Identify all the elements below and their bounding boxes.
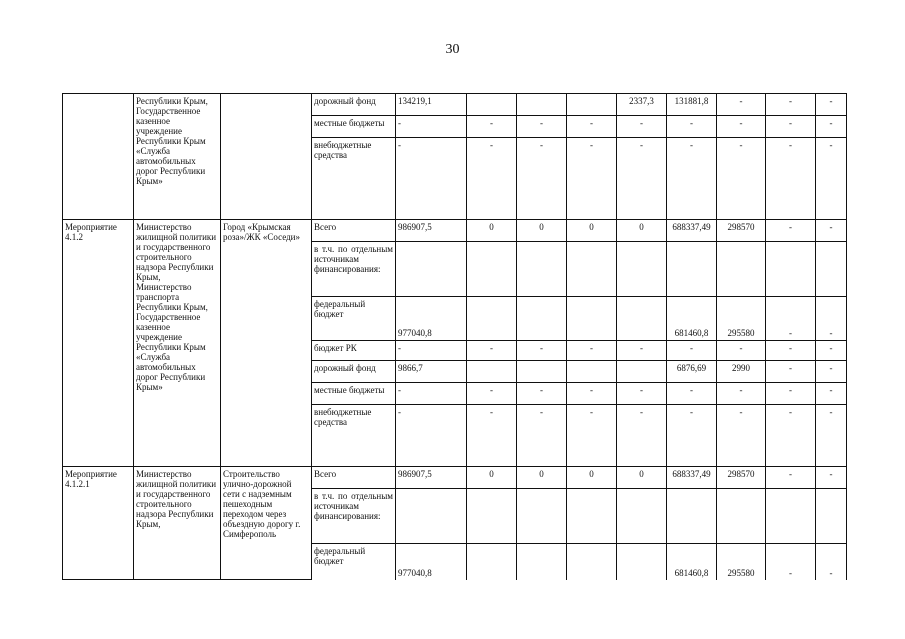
year-value-cell [467, 242, 517, 297]
total-value-cell: 977040,8 [396, 297, 467, 341]
funding-source-cell: в т.ч. по отдельным источникам финансирования: [312, 242, 396, 297]
funding-source-cell: дорожный фонд [312, 361, 396, 383]
year-value-cell: - [816, 94, 847, 116]
year-value-cell: - [467, 116, 517, 138]
year-value-cell: - [717, 341, 766, 361]
total-value-cell: 986907,5 [396, 220, 467, 242]
year-value-cell: - [667, 116, 717, 138]
year-value-cell: - [567, 405, 617, 467]
funding-source-cell: внебюджетные средства [312, 138, 396, 220]
year-value-cell: - [816, 341, 847, 361]
year-value-cell: - [766, 138, 816, 220]
year-value-cell: 6876,69 [667, 361, 717, 383]
year-value-cell: - [567, 341, 617, 361]
total-value-cell [396, 242, 467, 297]
total-value-cell: - [396, 405, 467, 467]
total-value-cell [396, 489, 467, 544]
funding-source-cell: дорожный фонд [312, 94, 396, 116]
funding-source-cell: в т.ч. по отдельным источникам финансирования: [312, 489, 396, 544]
year-value-cell: - [517, 383, 567, 405]
year-value-cell: - [717, 383, 766, 405]
year-value-cell [467, 297, 517, 341]
year-value-cell: - [467, 383, 517, 405]
year-value-cell [567, 94, 617, 116]
year-value-cell: - [766, 383, 816, 405]
year-value-cell: 0 [467, 220, 517, 242]
executor-cell: Министерство жилищной политики и государственного строительного надзора Республики Крым, [134, 467, 221, 580]
year-value-cell [816, 489, 847, 544]
total-value-cell: 986907,5 [396, 467, 467, 489]
object-cell [221, 94, 312, 220]
year-value-cell: - [467, 138, 517, 220]
total-value-cell: 9866,7 [396, 361, 467, 383]
total-value-cell: - [396, 116, 467, 138]
year-value-cell: - [617, 138, 667, 220]
total-value-cell: - [396, 341, 467, 361]
year-value-cell [567, 361, 617, 383]
year-value-cell: - [816, 383, 847, 405]
year-value-cell [517, 544, 567, 580]
year-value-cell [667, 489, 717, 544]
year-value-cell: 0 [617, 220, 667, 242]
year-value-cell: - [467, 341, 517, 361]
year-value-cell [766, 242, 816, 297]
financing-table [62, 93, 847, 580]
year-value-cell: - [717, 116, 766, 138]
year-value-cell: 0 [517, 467, 567, 489]
year-value-cell [617, 489, 667, 544]
year-value-cell: 688337,49 [667, 467, 717, 489]
year-value-cell [617, 361, 667, 383]
year-value-cell: - [567, 138, 617, 220]
year-value-cell [717, 489, 766, 544]
year-value-cell: 0 [617, 467, 667, 489]
year-value-cell: 2337,3 [617, 94, 667, 116]
year-value-cell [567, 297, 617, 341]
activity-name-cell: Мероприятие 4.1.2.1 [63, 467, 134, 580]
executor-cell: Республики Крым, Государственное казенное учреждение Республики Крым «Служба автомобильных дорог Республики Крым» [134, 94, 221, 220]
year-value-cell [667, 242, 717, 297]
year-value-cell: 0 [467, 467, 517, 489]
year-value-cell: - [517, 138, 567, 220]
year-value-cell: - [617, 116, 667, 138]
total-value-cell: 977040,8 [396, 544, 467, 580]
year-value-cell: - [816, 405, 847, 467]
year-value-cell [467, 544, 517, 580]
year-value-cell [517, 361, 567, 383]
funding-source-cell: внебюджетные средства [312, 405, 396, 467]
year-value-cell: 681460,8 [667, 544, 717, 580]
year-value-cell: - [567, 383, 617, 405]
object-cell: Строительство улично-дорожной сети с надземным пешеходным переходом через объездную дорогу г. Симферополь [221, 467, 312, 580]
funding-source-cell: местные бюджеты [312, 383, 396, 405]
year-value-cell [816, 242, 847, 297]
year-value-cell [517, 242, 567, 297]
table-row [63, 94, 847, 116]
year-value-cell: - [667, 341, 717, 361]
year-value-cell: 295580 [717, 297, 766, 341]
funding-source-cell: федеральный бюджет [312, 297, 396, 341]
year-value-cell [717, 242, 766, 297]
funding-source-cell: местные бюджеты [312, 116, 396, 138]
year-value-cell: - [517, 405, 567, 467]
year-value-cell: - [816, 220, 847, 242]
table-row [63, 220, 847, 242]
year-value-cell [517, 94, 567, 116]
table-body [63, 94, 847, 580]
year-value-cell [467, 489, 517, 544]
total-value-cell: - [396, 383, 467, 405]
page-number: 30 [445, 42, 460, 57]
total-value-cell: - [396, 138, 467, 220]
year-value-cell: - [816, 116, 847, 138]
year-value-cell: - [617, 341, 667, 361]
year-value-cell: - [766, 116, 816, 138]
year-value-cell: - [766, 341, 816, 361]
year-value-cell: - [617, 383, 667, 405]
table-row [63, 467, 847, 489]
year-value-cell: 298570 [717, 467, 766, 489]
year-value-cell [567, 242, 617, 297]
year-value-cell: - [766, 405, 816, 467]
funding-source-cell: федеральный бюджет [312, 544, 396, 580]
year-value-cell: - [816, 138, 847, 220]
year-value-cell: - [667, 383, 717, 405]
funding-source-cell: Всего [312, 467, 396, 489]
year-value-cell: - [816, 297, 847, 341]
year-value-cell: - [766, 220, 816, 242]
activity-name-cell: Мероприятие 4.1.2 [63, 220, 134, 467]
year-value-cell: 298570 [717, 220, 766, 242]
year-value-cell: - [816, 361, 847, 383]
year-value-cell: - [766, 297, 816, 341]
year-value-cell [617, 297, 667, 341]
year-value-cell: - [766, 544, 816, 580]
year-value-cell [467, 94, 517, 116]
year-value-cell: 688337,49 [667, 220, 717, 242]
year-value-cell: - [717, 138, 766, 220]
year-value-cell: - [667, 138, 717, 220]
year-value-cell: - [617, 405, 667, 467]
year-value-cell [517, 297, 567, 341]
object-cell: Город «Крымская роза»/ЖК «Соседи» [221, 220, 312, 467]
year-value-cell [517, 489, 567, 544]
year-value-cell [567, 544, 617, 580]
year-value-cell: - [717, 405, 766, 467]
year-value-cell [617, 544, 667, 580]
year-value-cell [467, 361, 517, 383]
funding-source-cell: бюджет РК [312, 341, 396, 361]
activity-name-cell [63, 94, 134, 220]
year-value-cell: 131881,8 [667, 94, 717, 116]
year-value-cell: - [766, 94, 816, 116]
year-value-cell [567, 489, 617, 544]
year-value-cell [766, 489, 816, 544]
year-value-cell: - [766, 361, 816, 383]
year-value-cell: - [467, 405, 517, 467]
total-value-cell: 134219,1 [396, 94, 467, 116]
year-value-cell: 0 [517, 220, 567, 242]
year-value-cell: - [517, 341, 567, 361]
year-value-cell: - [667, 405, 717, 467]
year-value-cell [617, 242, 667, 297]
year-value-cell: - [717, 94, 766, 116]
year-value-cell: 0 [567, 220, 617, 242]
year-value-cell: - [766, 467, 816, 489]
year-value-cell: - [567, 116, 617, 138]
year-value-cell: 681460,8 [667, 297, 717, 341]
executor-cell: Министерство жилищной политики и государственного строительного надзора Республики Крым, Министерство транспорта Республики Крым, Государственное казенное учреждение Республики Крым «Служба автомобильных дорог Республики Крым» [134, 220, 221, 467]
year-value-cell: 295580 [717, 544, 766, 580]
year-value-cell: - [816, 467, 847, 489]
funding-source-cell: Всего [312, 220, 396, 242]
year-value-cell: 2990 [717, 361, 766, 383]
year-value-cell: - [816, 544, 847, 580]
year-value-cell: - [517, 116, 567, 138]
year-value-cell: 0 [567, 467, 617, 489]
